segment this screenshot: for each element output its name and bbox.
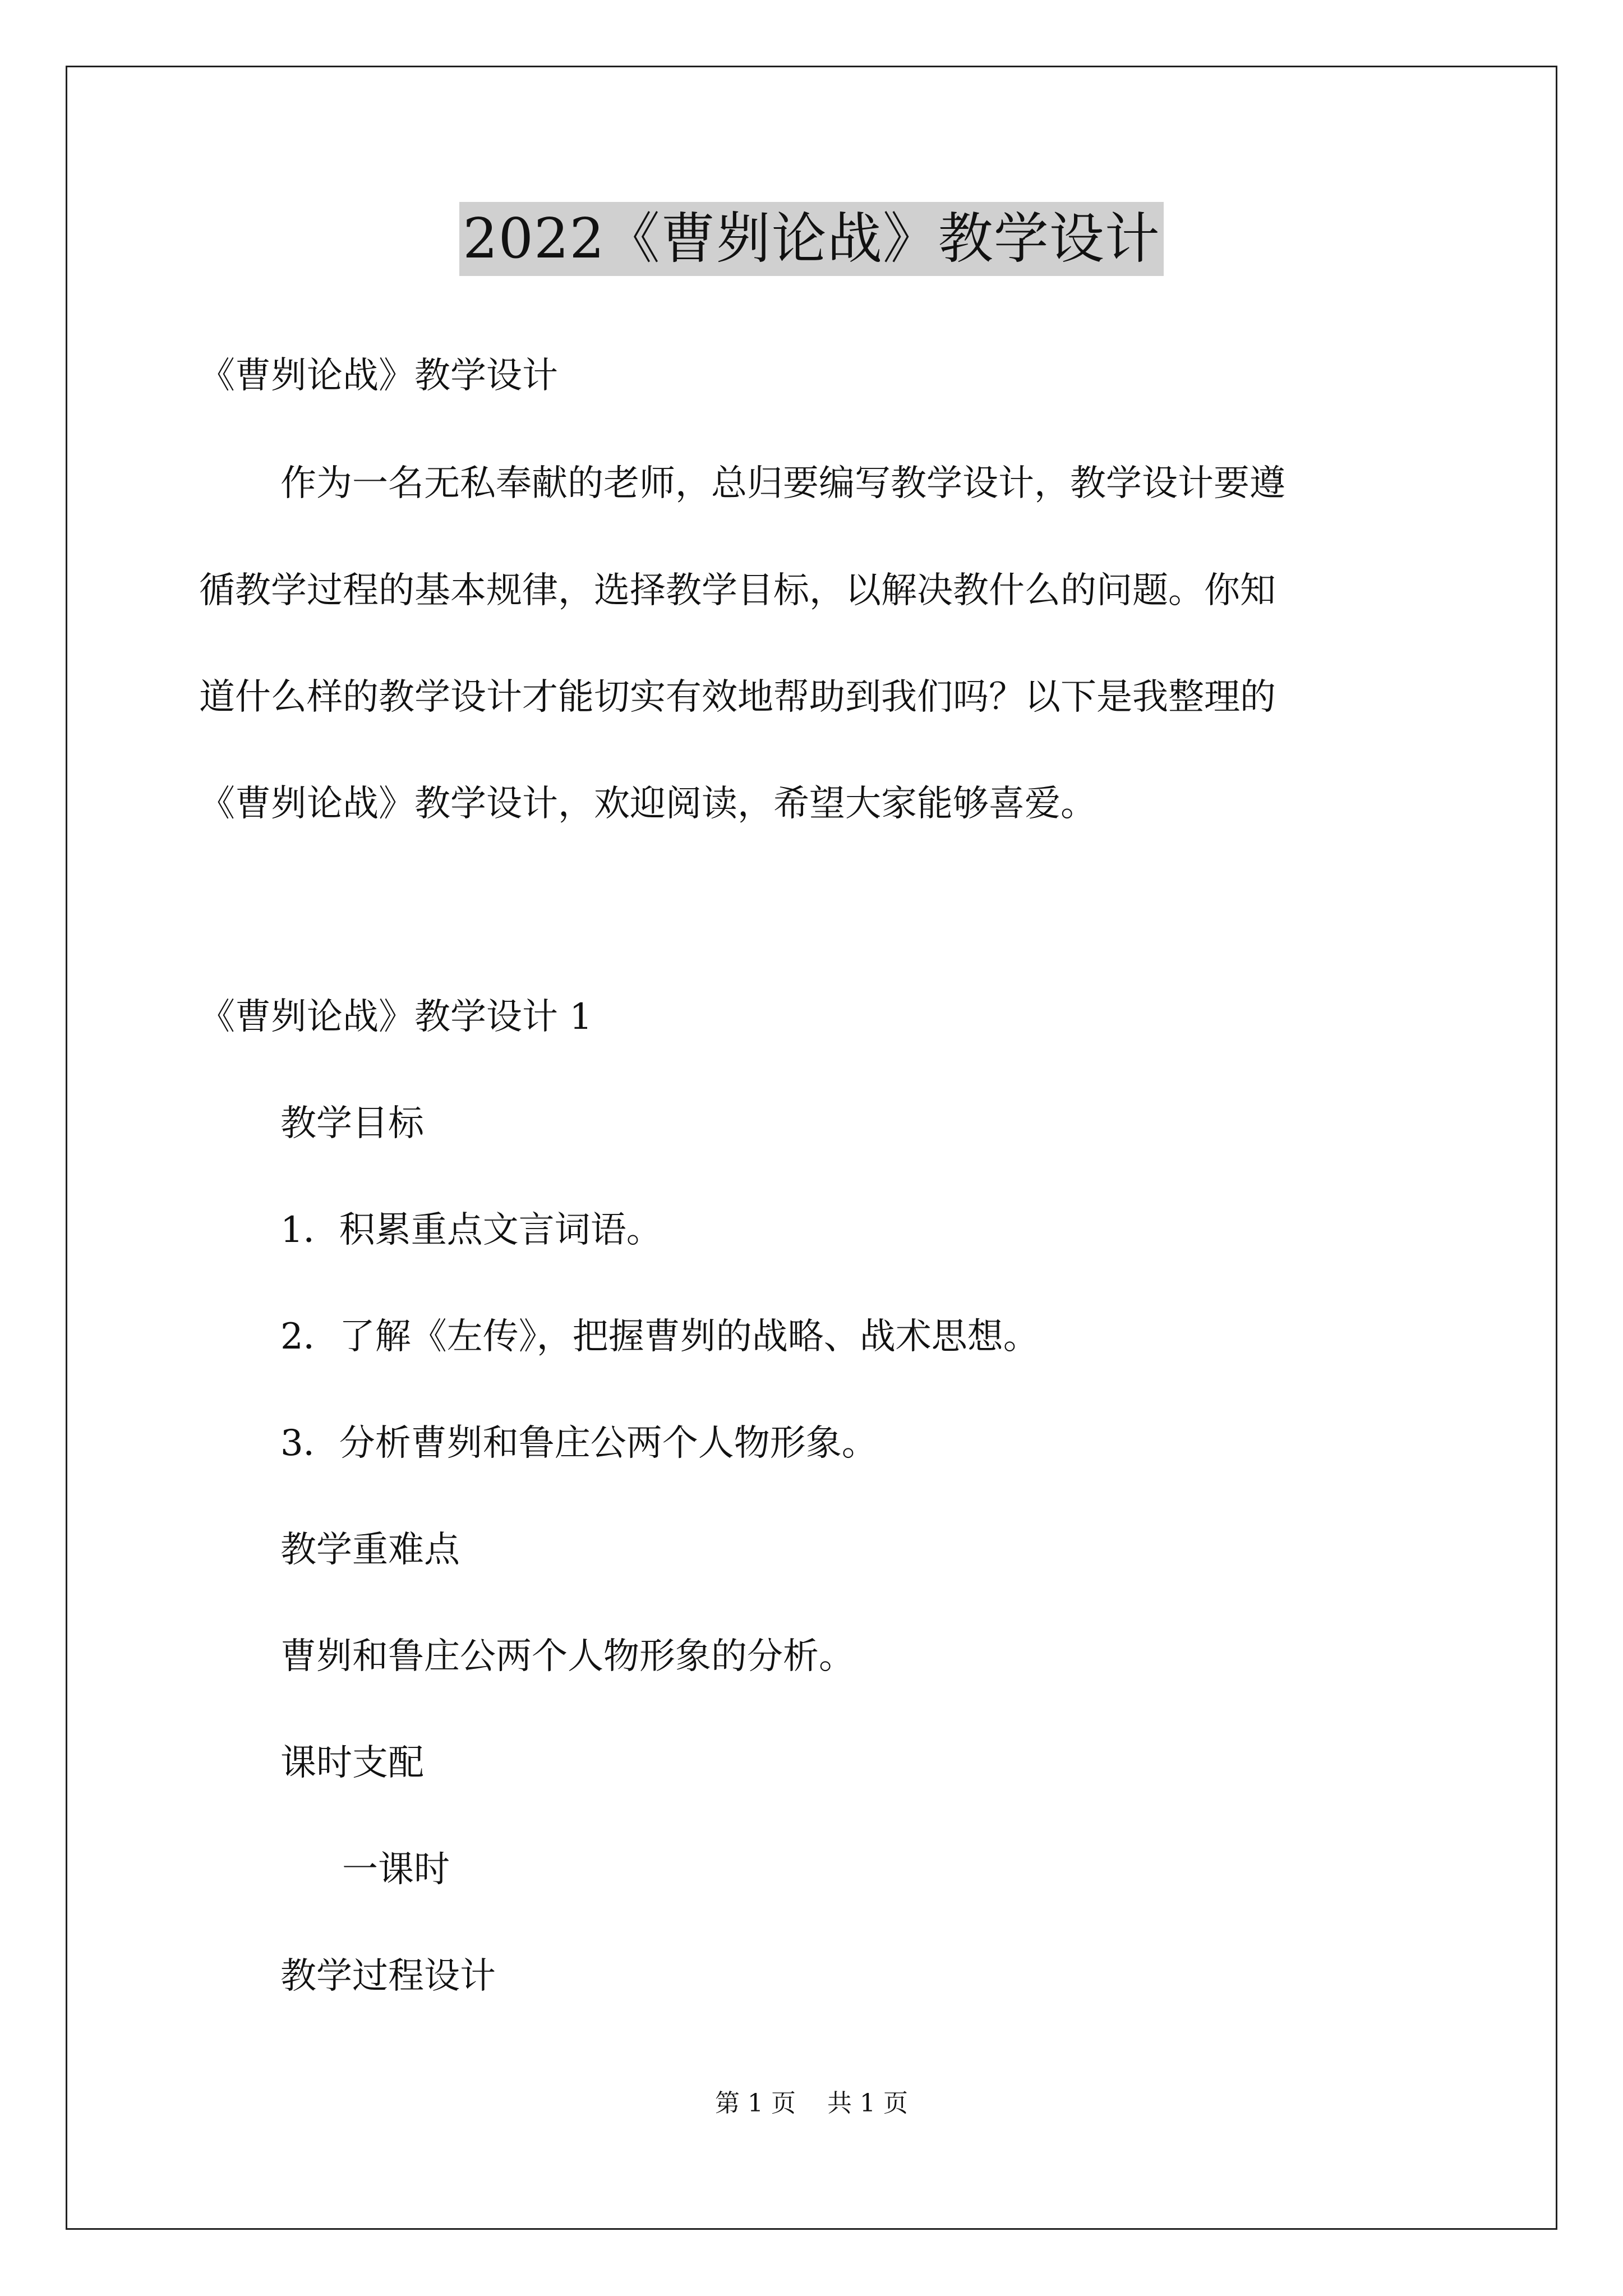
difficulty-heading: 教学重难点 [280, 1529, 460, 1571]
section-heading: 《曹刿论战》教学设计 1 [199, 996, 593, 1038]
page-number: 第 1 页 [715, 2089, 796, 2118]
page-footer [0, 2088, 1623, 2119]
objectives-heading: 教学目标 [280, 1103, 424, 1144]
process-heading: 教学过程设计 [280, 1955, 496, 1997]
intro-line-3: 道什么样的教学设计才能切实有效地帮助到我们吗？以下是我整理的 [199, 677, 1276, 718]
schedule-heading: 课时支配 [280, 1742, 424, 1784]
intro-line-2: 循教学过程的基本规律，选择教学目标，以解决教什么的问题。你知 [199, 570, 1276, 611]
objective-item-1: 1．积累重点文言词语。 [280, 1209, 662, 1251]
objective-item-2: 2．了解《左传》，把握曹刿的战略、战术思想。 [280, 1316, 1039, 1358]
objective-item-3: 3．分析曹刿和鲁庄公两个人物形象。 [280, 1423, 878, 1464]
intro-line-4: 《曹刿论战》教学设计，欢迎阅读，希望大家能够喜爱。 [199, 783, 1096, 825]
intro-line-1: 作为一名无私奉献的老师，总归要编写教学设计，教学设计要遵 [280, 463, 1285, 504]
page-total: 共 1 页 [827, 2089, 908, 2118]
document-title: 2022《曹刿论战》教学设计 [459, 202, 1163, 276]
document-subtitle: 《曹刿论战》教学设计 [199, 355, 558, 397]
difficulty-text: 曹刿和鲁庄公两个人物形象的分析。 [280, 1636, 855, 1677]
schedule-text: 一课时 [342, 1849, 450, 1890]
title-container [0, 202, 1623, 276]
